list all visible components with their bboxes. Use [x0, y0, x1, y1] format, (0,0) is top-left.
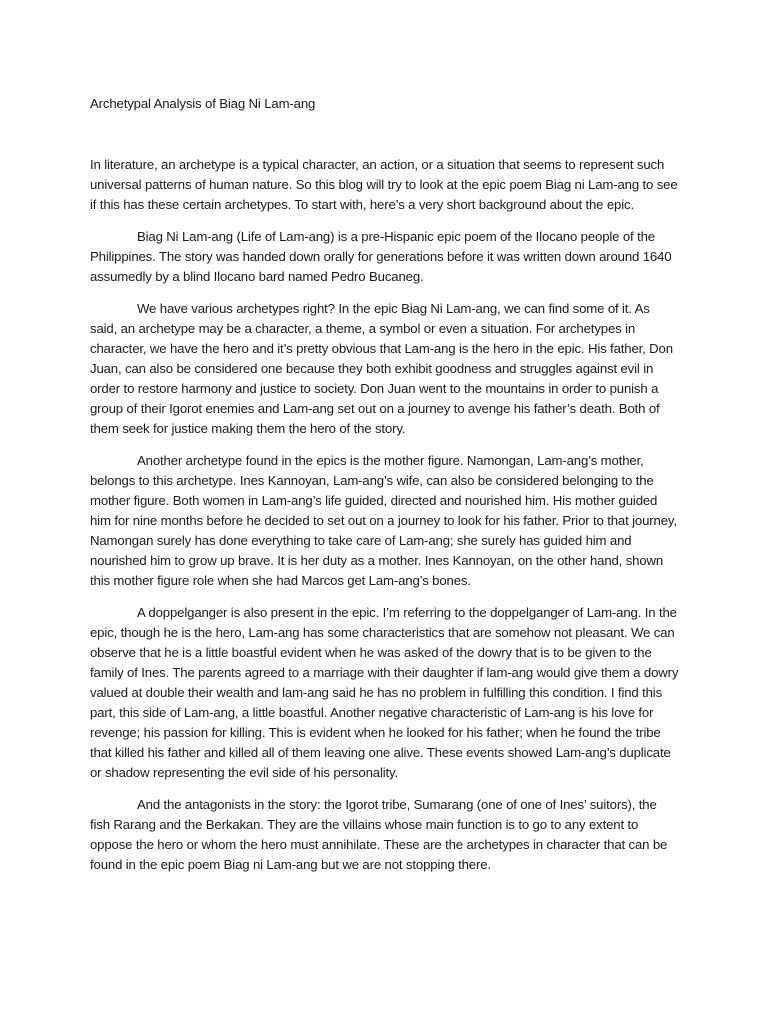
paragraph-hero-archetype: We have various archetypes right? In the epic Biag Ni Lam-ang, we can find some of it. As said, an archetype may be a character, a theme, a symbol or even a situation. For archetypes in character, we have the hero and it’s pretty obvious that Lam-ang is the hero in the epic. His father, Don Juan, can also be considered one because they both exhibit goodness and struggles against evil in order to restore harmony and justice to society. Don Juan went to the mountains in order to punish a group of their Igorot enemies and Lam-ang set out on a journey to avenge his father’s death. Both of them seek for justice making them the hero of the story. [90, 301, 673, 436]
document-body [90, 155, 680, 887]
paragraph-mother-figure: Another archetype found in the epics is the mother figure. Namongan, Lam-ang’s mother, belongs to this archetype. Ines Kannoyan, Lam-ang’s wife, can also be considered belonging to the mother figure. Both women in Lam-ang’s life guided, directed and nourished him. His mother guided him for nine months before he decided to set out on a journey to look for his father. Prior to that journey, Namongan surely has done everything to take care of Lam-ang; she surely has guided him and nourished him to grow up brave. It is her duty as a mother. Ines Kannoyan, on the other hand, shown this mother figure role when she had Marcos get Lam-ang’s bones. [90, 453, 677, 588]
paragraph-background: Biag Ni Lam-ang (Life of Lam-ang) is a pre-Hispanic epic poem of the Ilocano people of the Philippines. The story was handed down orally for generations before it was written down around 1640 assumedly by a blind Ilocano bard named Pedro Bucaneg. [90, 229, 672, 284]
paragraph-antagonists: And the antagonists in the story: the Igorot tribe, Sumarang (one of one of Ines’ suitors), the fish Rarang and the Berkakan. They are the villains whose main function is to go to any extent to oppose the hero or whom the hero must annihilate. These are the archetypes in character that can be found in the epic poem Biag ni Lam-ang but we are not stopping there. [90, 797, 668, 872]
paragraph-intro: In literature, an archetype is a typical character, an action, or a situation that seems to represent such universal patterns of human nature. So this blog will try to look at the epic poem Biag ni Lam-ang to see if this has these certain archetypes. To start with, here’s a very short background about the epic. [90, 157, 678, 212]
paragraph-doppelganger: A doppelganger is also present in the epic. I’m referring to the doppelganger of Lam-ang. In the epic, though he is the hero, Lam-ang has some characteristics that are somehow not pleasant. We can observe that he is a little boastful evident when he was asked of the dowry that is to be given to the family of Ines. The parents agreed to a marriage with their daughter if lam-ang would give them a dowry valued at double their wealth and lam-ang said he has no problem in fulfilling this condition. I find this part, this side of Lam-ang, a little boastful. Another negative characteristic of Lam-ang is his love for revenge; his passion for killing. This is evident when he looked for his father; when he found the tribe that killed his father and killed all of them leaving one alive. These events showed Lam-ang’s duplicate or shadow representing the evil side of his personality. [90, 605, 679, 780]
document-title: Archetypal Analysis of Biag Ni Lam-ang [90, 96, 316, 111]
